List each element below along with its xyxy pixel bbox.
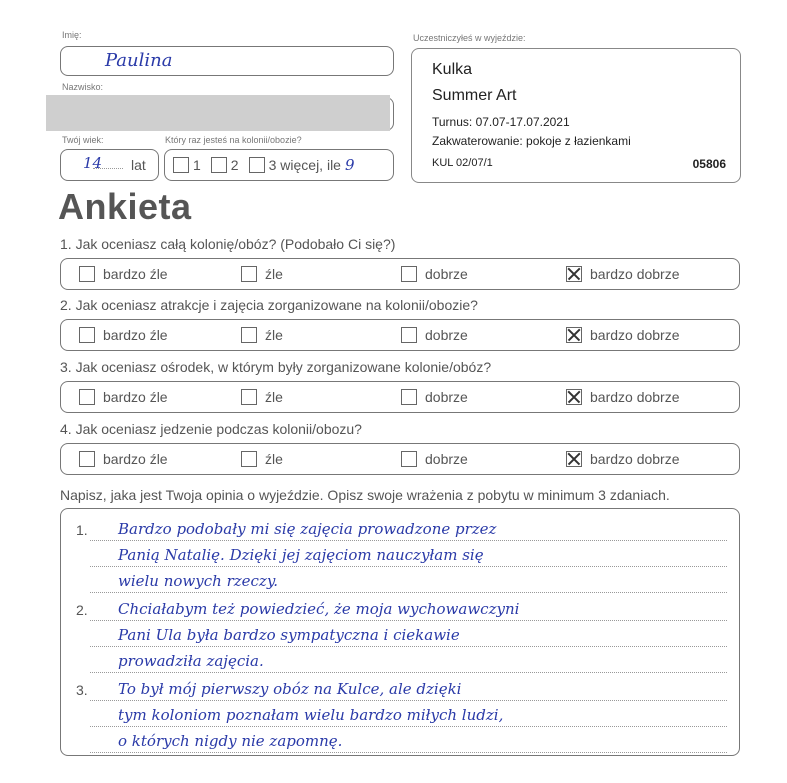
question-2-option-2[interactable]	[241, 318, 283, 352]
opinion-prompt: Napisz, jaka jest Twoja opinia o wyjeździe. Opisz swoje wrażenia z pobytu w minimum 3 zdaniach.	[60, 487, 670, 503]
times-option-1: 1	[193, 157, 201, 173]
rating-checkbox[interactable]	[566, 266, 582, 282]
question-1-options	[60, 258, 740, 290]
which-time-label: Który raz jesteś na kolonii/obozie?	[165, 135, 302, 145]
times-field[interactable]	[164, 149, 394, 181]
question-4-option-1[interactable]	[79, 442, 168, 476]
times-checkbox-3[interactable]	[249, 157, 265, 173]
rating-label: bardzo źle	[103, 451, 168, 467]
rating-checkbox[interactable]	[79, 327, 95, 343]
opinion-number-3: 3.	[76, 682, 88, 698]
rating-checkbox[interactable]	[79, 451, 95, 467]
rating-label: bardzo dobrze	[590, 389, 680, 405]
question-4-option-2[interactable]	[241, 442, 283, 476]
opinion-line: tym koloniom poznałam wielu bardzo miłych ludzi,	[118, 706, 504, 724]
rating-label: dobrze	[425, 389, 468, 405]
opinion-line: To był mój pierwszy obóz na Kulce, ale dzięki	[118, 680, 462, 698]
surname-label: Nazwisko:	[62, 82, 104, 92]
opinion-line: Chciałabym też powiedzieć, że moja wychowawczyni	[118, 600, 520, 618]
question-1-text: 1. Jak oceniasz całą kolonię/obóz? (Podobało Ci się?)	[60, 236, 396, 252]
rating-checkbox[interactable]	[241, 266, 257, 282]
age-unit: lat	[131, 157, 146, 173]
question-2-option-1[interactable]	[79, 318, 168, 352]
rating-label: bardzo dobrze	[590, 327, 680, 343]
name-label: Imię:	[62, 30, 82, 40]
redaction-block	[46, 95, 390, 131]
dotted-line	[90, 726, 727, 727]
times-checkbox-2[interactable]	[211, 157, 227, 173]
rating-label: bardzo źle	[103, 327, 168, 343]
rating-checkbox[interactable]	[566, 327, 582, 343]
rating-checkbox[interactable]	[566, 451, 582, 467]
participant-label: Uczestniczyłeś w wyjeździe:	[413, 33, 526, 43]
question-4-options	[60, 443, 740, 475]
rating-label: dobrze	[425, 266, 468, 282]
times-value: 9	[344, 156, 355, 174]
question-3-text: 3. Jak oceniasz ośrodek, w którym były zorganizowane kolonie/obóz?	[60, 359, 492, 375]
dotted-line	[90, 752, 727, 753]
rating-label: bardzo dobrze	[590, 451, 680, 467]
rating-checkbox[interactable]	[566, 389, 582, 405]
rating-label: dobrze	[425, 327, 468, 343]
rating-label: dobrze	[425, 451, 468, 467]
rating-label: bardzo dobrze	[590, 266, 680, 282]
times-option-3: 3 więcej, ile	[268, 157, 341, 173]
question-2-option-4[interactable]	[566, 318, 680, 352]
question-1-option-4[interactable]	[566, 257, 680, 291]
question-1-option-1[interactable]	[79, 257, 168, 291]
question-4-option-4[interactable]	[566, 442, 680, 476]
rating-checkbox[interactable]	[241, 451, 257, 467]
dotted-line	[90, 672, 727, 673]
opinion-line: prowadziła zajęcia.	[118, 652, 264, 670]
dotted-line	[90, 700, 727, 701]
opinion-number-1: 1.	[76, 522, 88, 538]
age-value: 14	[83, 154, 103, 172]
dotted-line	[90, 592, 727, 593]
rating-label: źle	[265, 266, 283, 282]
age-field[interactable]	[60, 149, 159, 181]
question-2-option-3[interactable]	[401, 318, 468, 352]
camp-name: Kulka	[432, 61, 473, 78]
rating-checkbox[interactable]	[241, 389, 257, 405]
times-checkbox-1[interactable]	[173, 157, 189, 173]
question-3-options	[60, 381, 740, 413]
dotted-line	[90, 566, 727, 567]
times-option-2: 2	[230, 157, 239, 173]
camp-code: KUL 02/07/1	[432, 157, 493, 169]
age-label: Twój wiek:	[62, 135, 104, 145]
opinion-number-2: 2.	[76, 602, 88, 618]
rating-label: źle	[265, 389, 283, 405]
opinion-line: Bardzo podobały mi się zajęcia prowadzone przez	[118, 520, 497, 538]
question-3-option-3[interactable]	[401, 380, 468, 414]
question-2-options	[60, 319, 740, 351]
name-field[interactable]	[60, 46, 394, 76]
camp-turnus: Turnus: 07.07-17.07.2021	[432, 115, 570, 129]
rating-checkbox[interactable]	[401, 389, 417, 405]
question-4-text: 4. Jak oceniasz jedzenie podczas kolonii/obozu?	[60, 421, 362, 437]
opinion-line: o których nigdy nie zapomnę.	[118, 732, 343, 750]
question-3-option-4[interactable]	[566, 380, 680, 414]
question-3-option-2[interactable]	[241, 380, 283, 414]
camp-program: Summer Art	[432, 87, 517, 104]
rating-checkbox[interactable]	[401, 266, 417, 282]
question-1-option-3[interactable]	[401, 257, 468, 291]
rating-checkbox[interactable]	[401, 327, 417, 343]
camp-number: 05806	[692, 157, 726, 171]
rating-checkbox[interactable]	[79, 389, 95, 405]
rating-label: bardzo źle	[103, 266, 168, 282]
opinion-line: Panią Natalię. Dzięki jej zajęciom nauczyłam się	[118, 546, 484, 564]
rating-checkbox[interactable]	[401, 451, 417, 467]
question-4-option-3[interactable]	[401, 442, 468, 476]
rating-label: źle	[265, 451, 283, 467]
opinion-line: Pani Ula była bardzo sympatyczna i ciekawie	[118, 626, 460, 644]
rating-checkbox[interactable]	[79, 266, 95, 282]
rating-label: źle	[265, 327, 283, 343]
question-1-option-2[interactable]	[241, 257, 283, 291]
rating-label: bardzo źle	[103, 389, 168, 405]
opinion-line: wielu nowych rzeczy.	[118, 572, 279, 590]
dotted-line	[90, 646, 727, 647]
name-value: Paulina	[105, 50, 173, 71]
dotted-line	[90, 620, 727, 621]
camp-accommodation: Zakwaterowanie: pokoje z łazienkami	[432, 134, 631, 148]
camp-info-box	[411, 48, 741, 183]
dotted-line	[90, 540, 727, 541]
page-title: Ankieta	[58, 186, 192, 227]
rating-checkbox[interactable]	[241, 327, 257, 343]
question-2-text: 2. Jak oceniasz atrakcje i zajęcia zorganizowane na kolonii/obozie?	[60, 297, 478, 313]
question-3-option-1[interactable]	[79, 380, 168, 414]
